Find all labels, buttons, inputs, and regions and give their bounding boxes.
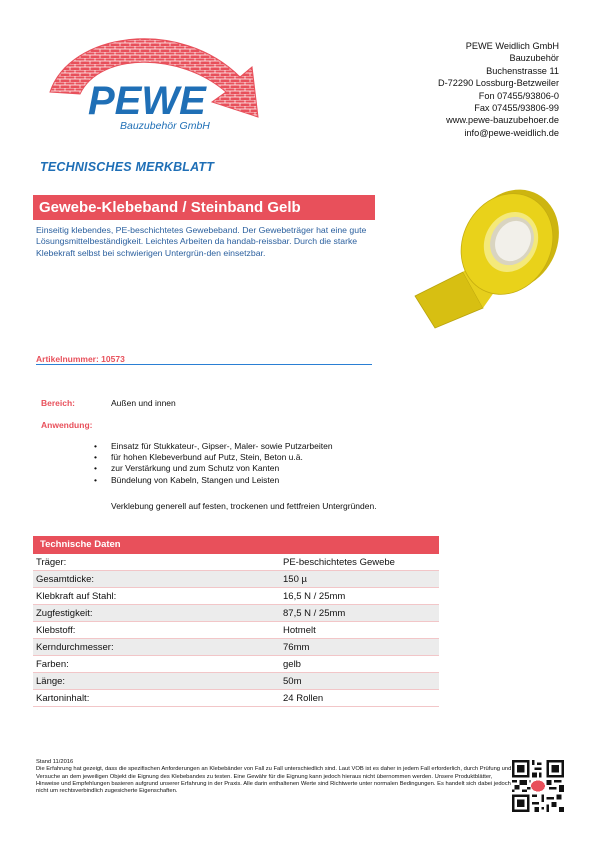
disclaimer-text: Die Erfahrung hat gezeigt, dass die spezifischen Anforderungen an Klebebänder von Fall zu Fall unterschiedlich sind. Laut VOB ist es daher in jedem Fall erforderlich, durch Prüfung und Versuche an dem jeweiligen Objekt die Eignung des Klebebandes zu testen. Eine Gewähr für die Eignung kann jedoch hieraus nicht übernommen werden. Unsere Produktblätter, Hinweise und Empfehlungen basieren aufgrund unserer Erfahrung in der Praxis. Alle darin enthaltenen Werte sind Richtwerte unter normalen Bedingungen. Es handelt sich dabei jedoch nicht um rechtsverbindlich zugesicherte Eigenschaften.	[36, 766, 512, 795]
qr-code[interactable]	[512, 760, 564, 812]
company-website-link[interactable]: www.pewe-bauzubehoer.de	[446, 115, 559, 126]
revision-date: Stand 11/2016	[36, 759, 74, 765]
row-value: 87,5 N / 25mm	[283, 608, 346, 619]
bereich-value: Außen und innen	[111, 398, 176, 408]
application-note: Verklebung generell auf festen, trockenen und fettfreien Untergründen.	[111, 501, 377, 511]
row-key: Kartoninhalt:	[36, 693, 90, 704]
table-row	[33, 673, 439, 690]
table-row	[33, 639, 439, 656]
row-value: 24 Rollen	[283, 693, 324, 704]
row-value: Hotmelt	[283, 625, 316, 636]
table-row	[33, 588, 439, 605]
company-line: D-72290 Lossburg-Betzweiler	[437, 78, 559, 89]
row-key: Klebstoff:	[36, 625, 76, 636]
logo-wordmark: PEWE	[88, 79, 206, 123]
row-value: PE-beschichtetes Gewebe	[283, 557, 395, 568]
row-key: Gesamtdicke:	[36, 574, 95, 585]
company-line: Bauzubehör	[509, 53, 559, 64]
row-key: Kerndurchmesser:	[36, 642, 114, 653]
company-email-link[interactable]: info@pewe-weidlich.de	[464, 127, 559, 138]
product-title: Gewebe-Klebeband / Steinband Gelb	[33, 195, 375, 220]
table-row	[33, 605, 439, 622]
anwendung-label: Anwendung:	[41, 420, 93, 430]
list-item: • Bündelung von Kabeln, Stangen und Leisten	[94, 475, 333, 486]
disclaimer-footer	[36, 759, 516, 795]
company-phone: Fon 07455/93806-0	[478, 90, 559, 101]
row-value: 50m	[283, 676, 302, 687]
list-item: • Einsatz für Stukkateur-, Gipser-, Maler- sowie Putzarbeiten	[94, 441, 333, 452]
technical-data-table	[33, 536, 439, 707]
row-value: 16,5 N / 25mm	[283, 591, 346, 602]
application-list	[94, 441, 333, 486]
company-line: PEWE Weidlich GmbH	[465, 41, 559, 51]
row-key: Träger:	[36, 557, 67, 568]
row-key: Länge:	[36, 676, 66, 687]
product-description: Einseitig klebendes, PE-beschichtetes Gewebeband. Der Gewebeträger hat eine gute Lösungsmittelbeständigkeit. Leichtes Arbeiten da handab-reissbar. Durch die starke Klebekraft selbst bei schwierigen Untergrün-den einsetzbar.	[36, 225, 367, 258]
sheet-title: TECHNISCHES MERKBLATT	[40, 160, 215, 174]
table-row	[33, 554, 439, 571]
article-divider	[36, 364, 372, 365]
row-key: Klebkraft auf Stahl:	[36, 591, 117, 602]
company-address	[438, 40, 559, 139]
table-row	[33, 622, 439, 639]
company-line: Buchenstrasse 11	[486, 65, 559, 76]
row-value: 150 µ	[283, 574, 307, 585]
company-logo	[40, 22, 280, 142]
article-number: Artikelnummer: 10573	[36, 354, 125, 364]
table-row	[33, 571, 439, 588]
list-item: • für hohen Klebeverbund auf Putz, Stein, Beton u.ä.	[94, 452, 333, 463]
table-row	[33, 656, 439, 673]
list-item: • zur Verstärkung und zum Schutz von Kanten	[94, 463, 333, 474]
table-row	[33, 690, 439, 707]
tape-roll-image	[405, 170, 565, 330]
company-fax: Fax 07455/93806-99	[474, 103, 559, 114]
table-header: Technische Daten	[33, 536, 439, 554]
row-value: gelb	[283, 659, 301, 670]
row-key: Zugfestigkeit:	[36, 608, 93, 619]
table-body	[33, 554, 439, 707]
logo-subtitle: Bauzubehör GmbH	[120, 120, 210, 132]
row-key: Farben:	[36, 659, 69, 670]
bereich-label: Bereich:	[41, 398, 76, 408]
row-value: 76mm	[283, 642, 310, 653]
